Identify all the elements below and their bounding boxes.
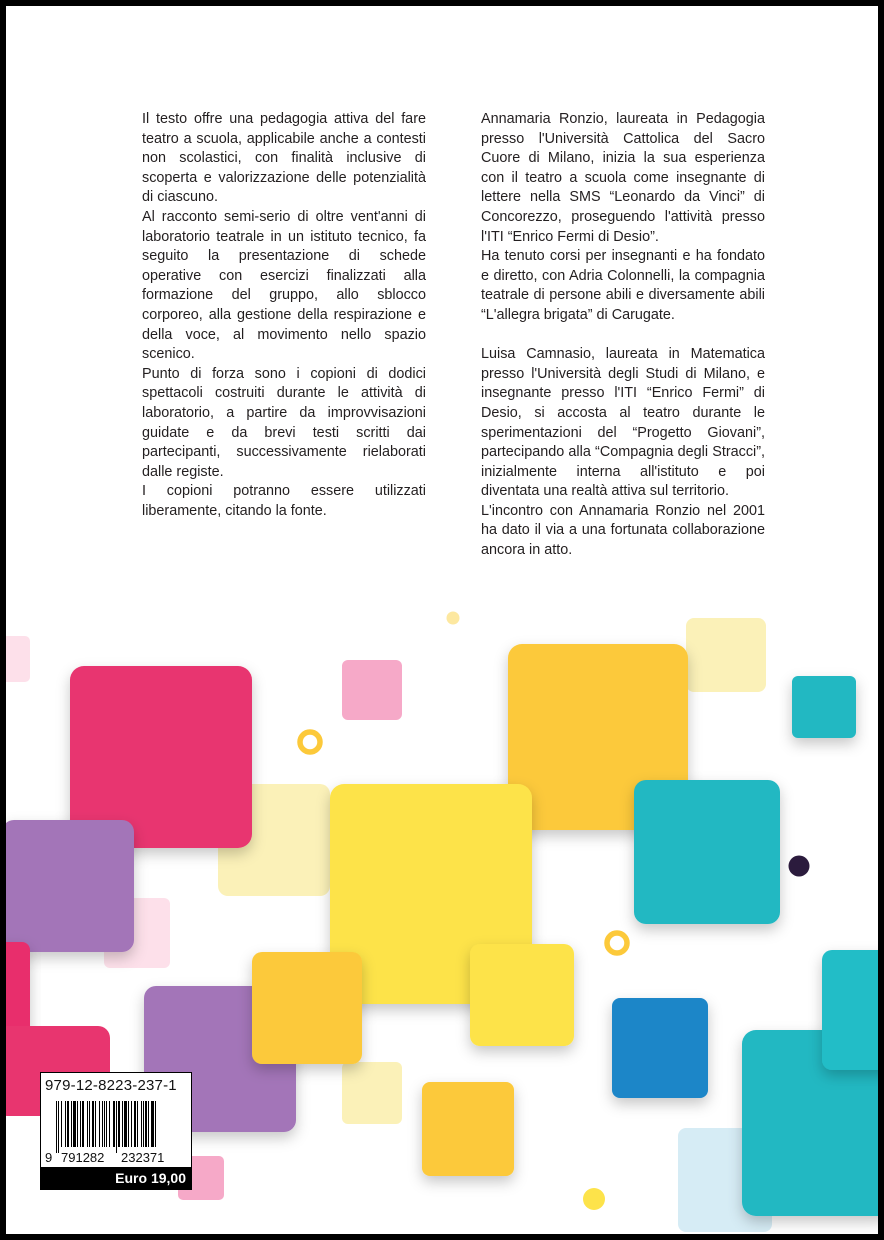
barcode-bar: [143, 1101, 144, 1147]
barcode-bar: [124, 1101, 127, 1147]
barcode-bar: [141, 1101, 142, 1147]
barcode-bar: [128, 1101, 129, 1147]
dark-purple-dot: [789, 856, 810, 877]
author-bio-paragraph: L'incontro con Annamaria Ronzio nel 2001 ha dato il via a una fortunata collaborazione ancora in atto.: [481, 502, 765, 559]
barcode-bar: [87, 1101, 88, 1147]
barcode-bar: [116, 1101, 117, 1153]
author-bio-paragraph: Ha tenuto corsi per insegnanti e ha fondato e diretto, con Adria Colonnelli, la compagnia teatrale di persone abili e diversamente abili “L'allegra brigata” di Carugate.: [481, 248, 765, 323]
pink-square-small-left-edge: [6, 636, 30, 682]
pink-square-small: [342, 660, 402, 720]
barcode-bar: [131, 1101, 132, 1147]
barcode-bar: [65, 1101, 66, 1147]
barcode-bar: [95, 1101, 96, 1147]
orange-ring-right: [607, 933, 627, 953]
barcode-bar: [145, 1101, 147, 1147]
teal-square-right-edge-overlap: [822, 950, 878, 1070]
isbn-barcode-box: [40, 1072, 192, 1190]
barcode-bar: [151, 1101, 154, 1147]
barcode-bar: [67, 1101, 69, 1147]
teal-square-small-top: [792, 676, 856, 738]
yellow-dot-top: [447, 612, 460, 625]
orange-ring-left: [300, 732, 320, 752]
barcode-bar: [122, 1101, 123, 1147]
barcode-bar: [56, 1101, 57, 1153]
barcode-digits-left: 791282: [61, 1150, 105, 1165]
blue-square-bottom: [612, 998, 708, 1098]
book-description-column: [142, 110, 426, 521]
barcode-digits-right: 232371: [121, 1150, 165, 1165]
description-paragraph: I copioni potranno essere utilizzati liberamente, citando la fonte.: [142, 483, 426, 519]
back-cover-page: [6, 6, 878, 1234]
purple-square-left: [6, 820, 134, 952]
barcode-bar: [148, 1101, 149, 1147]
cream-small-bottom: [342, 1062, 402, 1124]
author-bio-paragraph: Luisa Camnasio, laureata in Matematica presso l'Università degli Studi di Milano, e insegnante presso l'ITI “Enrico Fermi” di Desio, si accosta al teatro durante le sperimentazioni del “Progetto Giovani”, partecipando alla “Compagnia degli Stracci”, inizialmente interna all'istituto e poi diventata una realtà attiva sul territorio.: [481, 346, 765, 500]
teal-square-right: [634, 780, 780, 924]
cream-square-top-right: [686, 618, 766, 692]
barcode-bar: [58, 1101, 59, 1153]
price-label: Euro 19,00: [41, 1167, 191, 1189]
barcode-bar: [77, 1101, 78, 1147]
barcode-bar: [99, 1101, 100, 1147]
yellow-dot-bottom: [583, 1188, 605, 1210]
orange-yellow-square-bottom: [252, 952, 362, 1064]
barcode-bar: [89, 1101, 90, 1147]
barcode-bar: [73, 1101, 76, 1147]
barcode-bar: [61, 1101, 62, 1147]
isbn-number: 979-12-8223-237-1: [45, 1077, 177, 1094]
barcode-bar: [109, 1101, 110, 1147]
barcode-bar: [118, 1101, 120, 1147]
author-bio-paragraph: Annamaria Ronzio, laureata in Pedagogia presso l'Università Cattolica del Sacro Cuore di Milano, inizia la sua esperienza con il teatro a scuola come insegnante di lettere nella SMS “Leonardo da Vinci” di Concorezzo, proseguendo l'attività presso l'ITI “Enrico Fermi di Desio”.: [481, 111, 765, 245]
barcode-bar: [155, 1101, 156, 1147]
description-paragraph: Al racconto semi-serio di oltre vent'anni di laboratorio teatrale in un istituto tecnico, fa seguito la presentazione di schede operative con esercizi finalizzati alla formazione del gruppo, allo sblocco corporeo, alla gestione della respirazione e della voce, al movimento nello spazio scenico.: [142, 208, 426, 363]
barcode-bar: [106, 1101, 107, 1147]
yellow-square-small-center: [470, 944, 574, 1046]
barcode-bar: [82, 1101, 84, 1147]
barcode-bar: [80, 1101, 81, 1147]
barcode-bar: [92, 1101, 94, 1147]
barcode-bar: [134, 1101, 136, 1147]
barcode-bar: [113, 1101, 115, 1147]
barcode-bar: [104, 1101, 105, 1147]
barcode-digit-first: 9: [45, 1150, 53, 1165]
description-paragraph: Punto di forza sono i copioni di dodici spettacoli costruiti durante le attività di laboratorio, a partire da improvvisazioni guidate e da brevi testi scritti dai partecipanti, successivamente rielaborati dalle registe.: [142, 365, 426, 480]
barcode-bars: [56, 1101, 176, 1153]
barcode-bar: [71, 1101, 72, 1147]
barcode-bar: [137, 1101, 138, 1147]
description-paragraph: Il testo offre una pedagogia attiva del fare teatro a scuola, applicabile anche a contesti non scolastici, con finalità inclusive di scoperta e valorizzazione delle potenzialità di ciascuno.: [142, 111, 426, 206]
author-bios-column: [481, 110, 765, 561]
yellow-square-bottom-small: [422, 1082, 514, 1176]
barcode-bar: [102, 1101, 103, 1147]
